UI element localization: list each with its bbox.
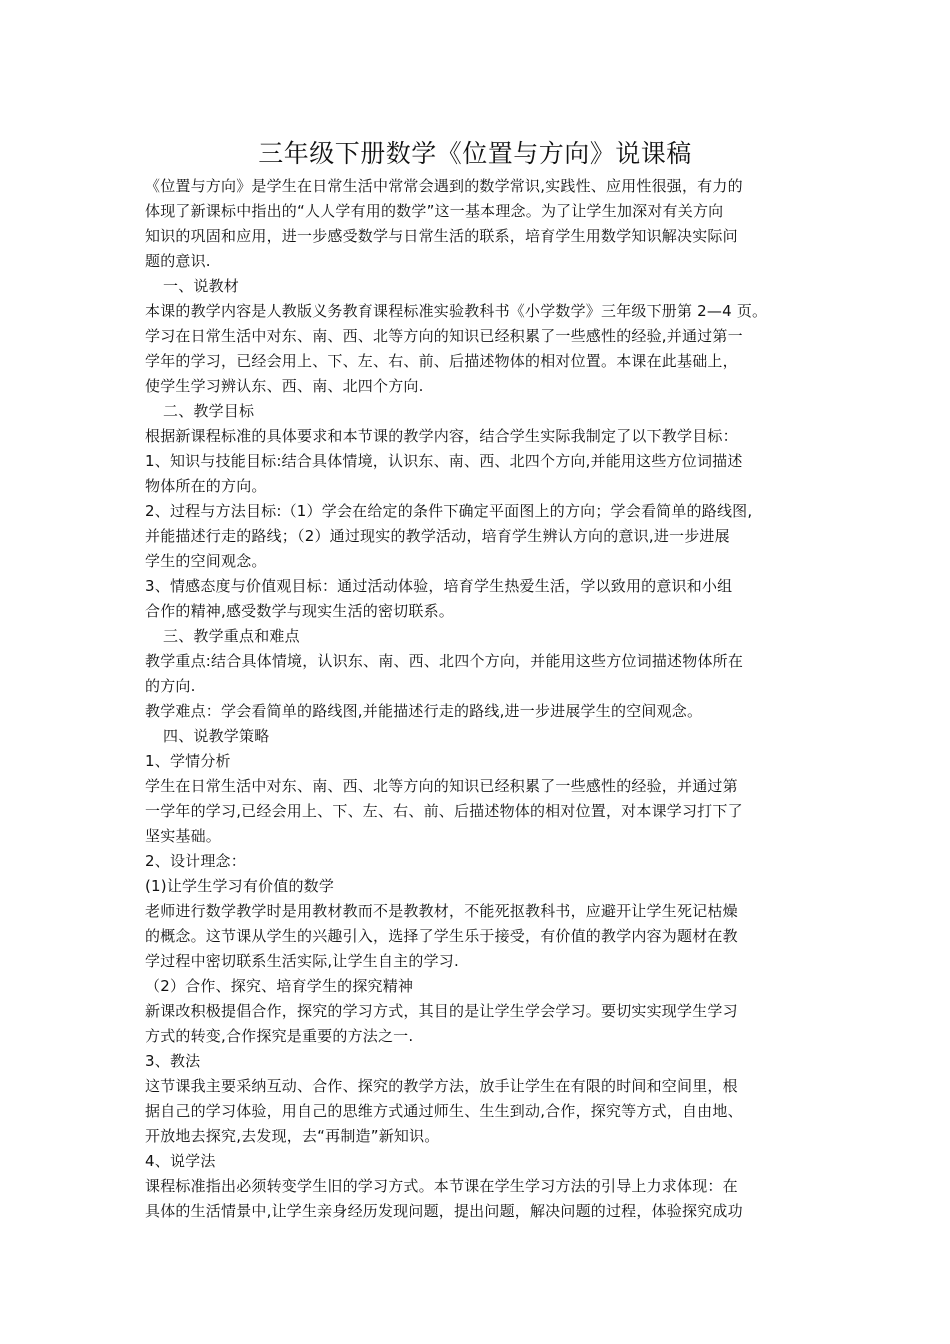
paragraph-line: 新课改积极提倡合作，探究的学习方式，其目的是让学生学会学习。要切实实现学生学习: [145, 1002, 738, 1020]
intro-line-3: 知识的巩固和应用，进一步感受数学与日常生活的联系，培育学生用数学知识解决实际问: [145, 227, 738, 245]
paragraph-line: 学生在日常生活中对东、南、西、北等方向的知识已经积累了一些感性的经验，并通过第: [145, 777, 738, 795]
paragraph-line: 具体的生活情景中,让学生亲身经历发现问题，提出问题，解决问题的过程，体验探究成功: [145, 1202, 743, 1220]
paragraph-line: 1、知识与技能目标:结合具体情境，认识东、南、西、北四个方向,并能用这些方位词描述: [145, 452, 743, 470]
paragraph-line: 合作的精神,感受数学与现实生活的密切联系。: [145, 602, 454, 620]
paragraph-line: 物体所在的方向。: [145, 477, 267, 495]
paragraph-line: 课程标准指出必须转变学生旧的学习方式。本节课在学生学习方法的引导上力求体现：在: [145, 1177, 738, 1195]
paragraph-line: 学过程中密切联系生活实际,让学生自主的学习.: [145, 952, 459, 970]
section-heading-2: 二、教学目标: [163, 402, 255, 420]
paragraph-line: 开放地去探究,去发现，去“再制造”新知识。: [145, 1127, 440, 1145]
subsection-heading: （2）合作、探究、培育学生的探究精神: [145, 977, 414, 995]
subsection-heading: 4、说学法: [145, 1152, 216, 1170]
intro-line-1: 《位置与方向》是学生在日常生活中常常会遇到的数学常识,实践性、应用性很强，有力的: [145, 177, 743, 195]
paragraph-line: 学习在日常生活中对东、南、西、北等方向的知识已经积累了一些感性的经验,并通过第一: [145, 327, 743, 345]
paragraph-line: 根据新课程标准的具体要求和本节课的教学内容，结合学生实际我制定了以下教学目标：: [145, 427, 738, 445]
paragraph-line: 据自己的学习体验，用自己的思维方式通过师生、生生到动,合作，探究等方式，自由地、: [145, 1102, 743, 1120]
paragraph-line: 教学难点：学会看简单的路线图,并能描述行走的路线,进一步进展学生的空间观念。: [145, 702, 703, 720]
paragraph-line: 学生的空间观念。: [145, 552, 267, 570]
paragraph-line: 老师进行数学教学时是用教材教而不是教教材，不能死抠教科书，应避开让学生死记枯燥: [145, 902, 738, 920]
section-heading-1: 一、说教材: [163, 277, 240, 295]
paragraph-line: 使学生学习辨认东、西、南、北四个方向.: [145, 377, 424, 395]
paragraph-line: 本课的教学内容是人教版义务教育课程标准实验教科书《小学数学》三年级下册第 2—4 页。: [145, 302, 768, 320]
paragraph-line: 2、过程与方法目标:（1）学会在给定的条件下确定平面图上的方向；学会看简单的路线图,: [145, 502, 753, 520]
paragraph-line: 方式的转变,合作探究是重要的方法之一.: [145, 1027, 414, 1045]
subsection-heading: (1)让学生学习有价值的数学: [145, 877, 335, 895]
section-heading-4: 四、说教学策略: [163, 727, 270, 745]
subsection-heading: 3、教法: [145, 1052, 201, 1070]
paragraph-line: 一学年的学习,已经会用上、下、左、右、前、后描述物体的相对位置，对本课学习打下了: [145, 802, 743, 820]
subsection-heading: 2、设计理念：: [145, 852, 246, 870]
paragraph-line: 这节课我主要采纳互动、合作、探究的教学方法，放手让学生在有限的时间和空间里，根: [145, 1077, 738, 1095]
intro-line-4: 题的意识.: [145, 252, 211, 270]
paragraph-line: 的概念。这节课从学生的兴趣引入，选择了学生乐于接受，有价值的教学内容为题材在教: [145, 927, 738, 945]
section-heading-3: 三、教学重点和难点: [163, 627, 300, 645]
paragraph-line: 3、情感态度与价值观目标：通过活动体验，培育学生热爱生活，学以致用的意识和小组: [145, 577, 733, 595]
paragraph-line: 并能描述行走的路线；（2）通过现实的教学活动，培育学生辨认方向的意识,进一步进展: [145, 527, 730, 545]
paragraph-line: 坚实基础。: [145, 827, 222, 845]
paragraph-line: 的方向.: [145, 677, 196, 695]
intro-line-2: 体现了新课标中指出的“人人学有用的数学”这一基本理念。为了让学生加深对有关方向: [145, 202, 724, 220]
paragraph-line: 学年的学习，已经会用上、下、左、右、前、后描述物体的相对位置。本课在此基础上，: [145, 352, 738, 370]
paragraph-line: 教学重点:结合具体情境，认识东、南、西、北四个方向，并能用这些方位词描述物体所在: [145, 652, 744, 670]
subsection-heading: 1、学情分析: [145, 752, 231, 770]
document-title: 三年级下册数学《位置与方向》说课稿: [258, 139, 692, 168]
